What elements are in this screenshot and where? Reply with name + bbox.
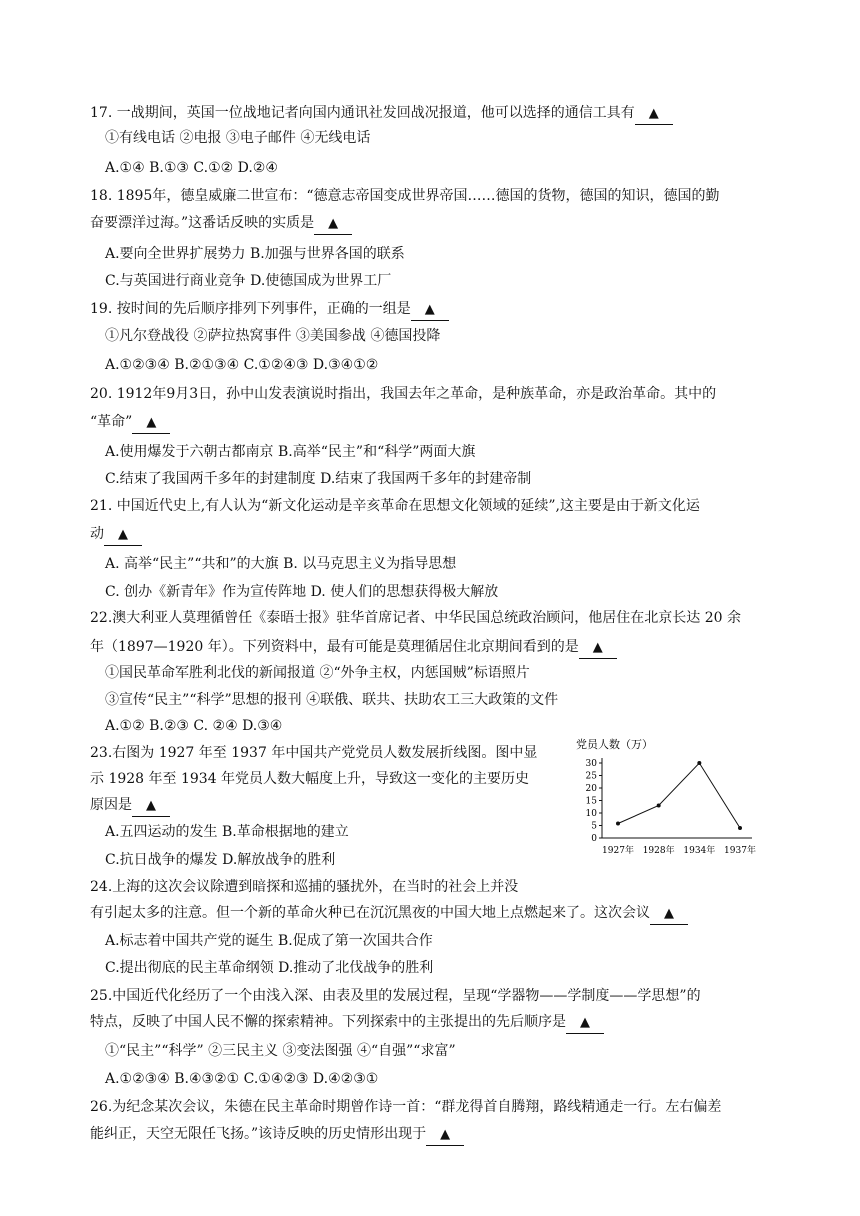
q22-line-3 (105, 663, 530, 683)
q25-line-3 (105, 1041, 456, 1061)
q21-text-3: A. 高举“民主”“共和”的大旗 B. 以马克思主义为指导思想 (105, 556, 457, 572)
q20-line-2 (90, 412, 170, 434)
q25-text-4: A.①②③④ B.④③②① C.①④②③ D.④②③① (105, 1071, 379, 1087)
q23-line-3 (90, 795, 170, 817)
q24-text-3: A.标志着中国共产党的诞生 B.促成了第一次国共合作 (105, 933, 433, 949)
q17-text-2: ①有线电话 ②电报 ③电子邮件 ④无线电话 (105, 130, 371, 146)
data-point (738, 826, 742, 830)
q22-text-5: A.①② B.②③ C. ②④ D.③④ (105, 718, 283, 734)
q26-text-1: 26.为纪念某次会议，朱德在民主革命时期曾作诗一首：“群龙得首自腾翔，路线精通走一行。左右偏差 (90, 1099, 722, 1115)
q21-line-2 (90, 524, 142, 546)
q18-line-2 (90, 213, 352, 235)
q20-answer-blank[interactable] (132, 412, 170, 434)
q23-line-2 (90, 769, 529, 789)
series-line (618, 763, 740, 828)
y-tick-label: 30 (585, 759, 597, 769)
y-tick-label: 25 (585, 771, 597, 782)
q20-text-4: C.结束了我国两千多年的封建制度 D.结束了我国两千多年的封建帝制 (105, 471, 532, 487)
triangle-mark-icon: ▲ (664, 906, 674, 921)
q24-line-1 (90, 877, 518, 897)
q22-text-2: 年（1897—1920 年）。下列资料中，最有可能是莫理循居住北京期间看到的是 (90, 639, 579, 655)
x-tick-label: 1927年 (602, 846, 634, 856)
q19-text-3: A.①②③④ B.②①③④ C.①②④③ D.③④①② (105, 357, 379, 373)
q18-text-2: 奋要漂洋过海。”这番话反映的实质是 (90, 215, 315, 231)
q23-line-1 (90, 743, 537, 763)
q19-line-2 (105, 326, 440, 346)
q26-line-1 (90, 1097, 721, 1117)
q24-text-1: 24.上海的这次会议除遭到暗探和巡捕的骚扰外，在当时的社会上并没 (90, 879, 519, 895)
q23-text-3: 原因是 (90, 797, 132, 813)
q24-answer-blank[interactable] (650, 903, 688, 925)
y-tick-label: 5 (591, 821, 597, 832)
q21-text-2: 动 (90, 526, 104, 542)
q25-line-4 (105, 1069, 378, 1089)
data-point (616, 822, 620, 826)
x-tick-label: 1928年 (642, 846, 675, 856)
q24-line-3 (105, 931, 433, 951)
y-tick-label: 10 (585, 809, 597, 819)
q18-line-3 (105, 244, 405, 264)
q19-line-1 (90, 299, 449, 321)
q21-text-1: 21. 中国近代史上,有人认为“新文化运动是辛亥革命在思想文化领域的延续”,这主要是由于新文化运 (90, 498, 700, 514)
q21-line-4 (105, 582, 498, 602)
y-tick-label: 0 (591, 834, 597, 844)
q17-text-1: 17. 一战期间，英国一位战地记者向国内通讯社发回战况报道，他可以选择的通信工具有 (90, 105, 635, 121)
q23-line-4 (105, 822, 349, 842)
q21-line-3 (105, 554, 456, 574)
q24-line-2 (90, 903, 688, 925)
q22-text-3: ①国民革命军胜利北伐的新闻报道 ②“外争主权，内惩国贼”标语照片 (105, 665, 530, 681)
q17-text-3: A.①④ B.①③ C.①② D.②④ (105, 160, 278, 176)
party-membership-line-chart (570, 734, 760, 862)
q23-answer-blank[interactable] (132, 795, 170, 817)
q23-line-5 (105, 850, 335, 870)
q25-text-2: 特点，反映了中国人民不懈的探索精神。下列探索中的主张提出的先后顺序是 (90, 1014, 566, 1030)
x-tick-label: 1934年 (683, 846, 716, 856)
triangle-mark-icon: ▲ (146, 415, 157, 430)
q23-text-2: 示 1928 年至 1934 年党员人数大幅度上升，导致这一变化的主要历史 (90, 771, 530, 787)
data-point (657, 804, 661, 808)
q18-line-1 (90, 186, 720, 206)
q18-line-4 (105, 271, 391, 291)
q20-line-1 (90, 384, 716, 404)
y-tick-label: 20 (585, 784, 597, 794)
q25-text-3: ①“民主”“科学” ②三民主义 ③变法图强 ④“自强”“求富” (105, 1043, 456, 1059)
triangle-mark-icon: ▲ (424, 302, 435, 317)
q22-answer-blank[interactable] (579, 637, 617, 659)
q21-line-1 (90, 496, 700, 516)
triangle-mark-icon: ▲ (648, 106, 659, 121)
q22-line-1 (90, 608, 741, 628)
q18-text-3: A.要向全世界扩展势力 B.加强与世界各国的联系 (105, 246, 405, 262)
x-tick-label: 1937年 (724, 846, 756, 856)
q24-text-4: C.提出彻底的民主革命纲领 D.推动了北伐战争的胜利 (105, 960, 434, 976)
q23-text-1: 23.右图为 1927 年至 1937 年中国共产党党员人数发展折线图。图中显 (90, 745, 538, 761)
q20-line-4 (105, 469, 531, 489)
q25-answer-blank[interactable] (566, 1012, 604, 1034)
triangle-mark-icon: ▲ (440, 1127, 451, 1142)
q20-text-3: A.使用爆发于六朝古都南京 B.高举“民主”和“科学”两面大旗 (105, 444, 476, 460)
q20-text-2: “革命” (90, 414, 133, 430)
q23-text-5: C.抗日战争的爆发 D.解放战争的胜利 (105, 852, 336, 868)
triangle-mark-icon: ▲ (118, 527, 128, 542)
q21-text-4: C. 创办《新青年》作为宣传阵地 D. 使人们的思想获得极大解放 (105, 584, 499, 600)
q22-line-5 (105, 716, 282, 736)
q17-line-3 (105, 158, 278, 178)
q20-text-1: 20. 1912年9月3日，孙中山发表演说时指出，我国去年之革命，是种族革命，亦是政治革命。其中的 (90, 386, 717, 402)
q26-answer-blank[interactable] (426, 1124, 464, 1146)
q22-text-4: ③宣传“民主”“科学”思想的报刊 ④联俄、联共、扶助农工三大政策的文件 (105, 692, 559, 708)
q17-line-1 (90, 103, 673, 125)
q19-text-2: ①凡尔登战役 ②萨拉热窝事件 ③美国参战 ④德国投降 (105, 328, 441, 344)
q19-line-3 (105, 355, 378, 375)
q19-answer-blank[interactable] (411, 299, 449, 321)
q18-text-4: C.与英国进行商业竞争 D.使德国成为世界工厂 (105, 273, 392, 289)
q24-line-4 (105, 958, 433, 978)
data-point (697, 761, 701, 765)
q21-answer-blank[interactable] (104, 524, 142, 546)
q18-answer-blank[interactable] (314, 213, 352, 235)
chart-title: 党员人数（万） (576, 738, 653, 751)
q20-line-3 (105, 442, 475, 462)
q24-text-2: 有引起太多的注意。但一个新的革命火种已在沉沉黑夜的中国大地上点燃起来了。这次会议 (90, 905, 650, 921)
q19-text-1: 19. 按时间的先后顺序排列下列事件，正确的一组是 (90, 301, 411, 317)
q22-line-2 (90, 637, 617, 659)
q17-answer-blank[interactable] (635, 103, 673, 125)
q22-text-1: 22.澳大利亚人莫理循曾任《泰晤士报》驻华首席记者、中华民国总统政治顾问，他居住在北京长达 20 余 (90, 610, 741, 626)
y-tick-label: 15 (585, 796, 597, 807)
triangle-mark-icon: ▲ (580, 1015, 590, 1030)
q26-line-2 (90, 1124, 464, 1146)
q17-line-2 (105, 128, 370, 148)
q26-text-2: 能纠正，天空无限任飞扬。”该诗反映的历史情形出现于 (90, 1126, 427, 1142)
q23-text-4: A.五四运动的发生 B.革命根据地的建立 (105, 824, 349, 840)
triangle-mark-icon: ▲ (146, 798, 156, 813)
q25-line-1 (90, 986, 701, 1006)
q25-line-2 (90, 1012, 604, 1034)
q18-text-1: 18. 1895年，德皇威廉二世宣布：“德意志帝国变成世界帝国……德国的货物，德国的知识，德国的勤 (90, 188, 720, 204)
q22-line-4 (105, 690, 558, 710)
triangle-mark-icon: ▲ (328, 216, 339, 231)
triangle-mark-icon: ▲ (592, 640, 603, 655)
q25-text-1: 25.中国近代化经历了一个由浅入深、由表及里的发展过程，呈现“学器物——学制度——学思想”的 (90, 988, 701, 1004)
